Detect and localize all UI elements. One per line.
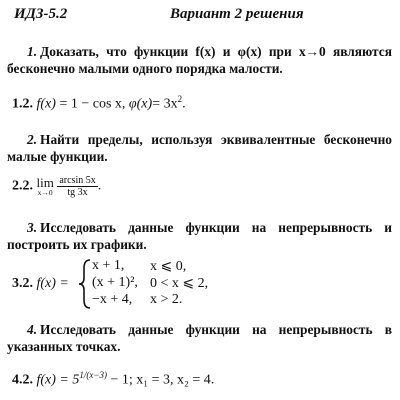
- task-1-statement: [7, 43, 392, 77]
- limit-operator: [36, 174, 54, 197]
- fraction-denominator: tg 3x: [67, 187, 88, 198]
- task-1-text: Доказать, что функции f(x) и φ(x) при x→0 являются бесконечно малыми одного порядка малости.: [7, 44, 392, 76]
- case-2-cond: 0 < x ⩽ 2,: [150, 276, 209, 291]
- phi-function: φ(x): [128, 96, 153, 112]
- phi-exponent: 2: [177, 94, 183, 104]
- case-3-cond: x > 2.: [150, 292, 183, 307]
- exp-function-exponent: 1/(x−3): [79, 370, 107, 380]
- task-3-number: 3.: [27, 220, 38, 235]
- phi-definition: = 3x: [152, 96, 178, 112]
- case-2-expr: (x + 1)²,: [92, 275, 138, 290]
- problem-2-2: [12, 175, 101, 198]
- case-1-expr: x + 1,: [92, 258, 125, 273]
- problem-1-2: [12, 94, 186, 113]
- task-4-number: 4.: [27, 322, 38, 337]
- exp-function-points: − 1; x₁ = 3, x₂ = 4.: [110, 372, 215, 388]
- task-2-number: 2.: [27, 132, 38, 147]
- problem-2-2-label: 2.2.: [12, 178, 33, 194]
- problem-2-2-end: .: [97, 178, 102, 194]
- problem-4-2-label: 4.2.: [12, 372, 33, 388]
- task-4-statement: [7, 321, 392, 355]
- document-code: ИДЗ-5.2: [14, 6, 68, 22]
- piecewise-brace: [78, 258, 92, 310]
- fraction-numerator: arcsin 5x: [59, 175, 96, 186]
- task-2-text: Найти пределы, используя эквивалентные бесконечно малые функции.: [7, 132, 392, 164]
- f-function: f(x): [36, 96, 56, 112]
- task-1-number: 1.: [27, 44, 38, 59]
- problem-4-2: [12, 370, 214, 389]
- limit-fraction: [57, 175, 97, 198]
- problem-3-2-label: 3.2.: [12, 276, 33, 291]
- task-3-statement: [7, 219, 392, 253]
- piecewise-lhs: f(x) =: [36, 276, 69, 291]
- case-3-expr: −x + 4,: [92, 292, 133, 307]
- task-2-statement: [7, 131, 392, 165]
- problem-1-2-label: 1.2.: [12, 96, 33, 112]
- variant-title: Вариант 2 решения: [170, 6, 304, 22]
- task-4-text: Исследовать данные функции на непрерывность в указанных точках.: [7, 322, 392, 354]
- f-definition: = 1 − cos x,: [59, 96, 126, 112]
- lim-word: lim: [36, 174, 54, 190]
- problem-3-2-label-group: [12, 276, 69, 292]
- problem-1-2-end: .: [182, 96, 186, 112]
- case-1-cond: x ⩽ 0,: [150, 259, 187, 274]
- exp-function-lhs: f(x) = 5: [36, 372, 80, 388]
- task-3-text: Исследовать данные функции на непрерывность и построить их графики.: [7, 220, 392, 252]
- lim-subscript: x→0: [37, 187, 53, 197]
